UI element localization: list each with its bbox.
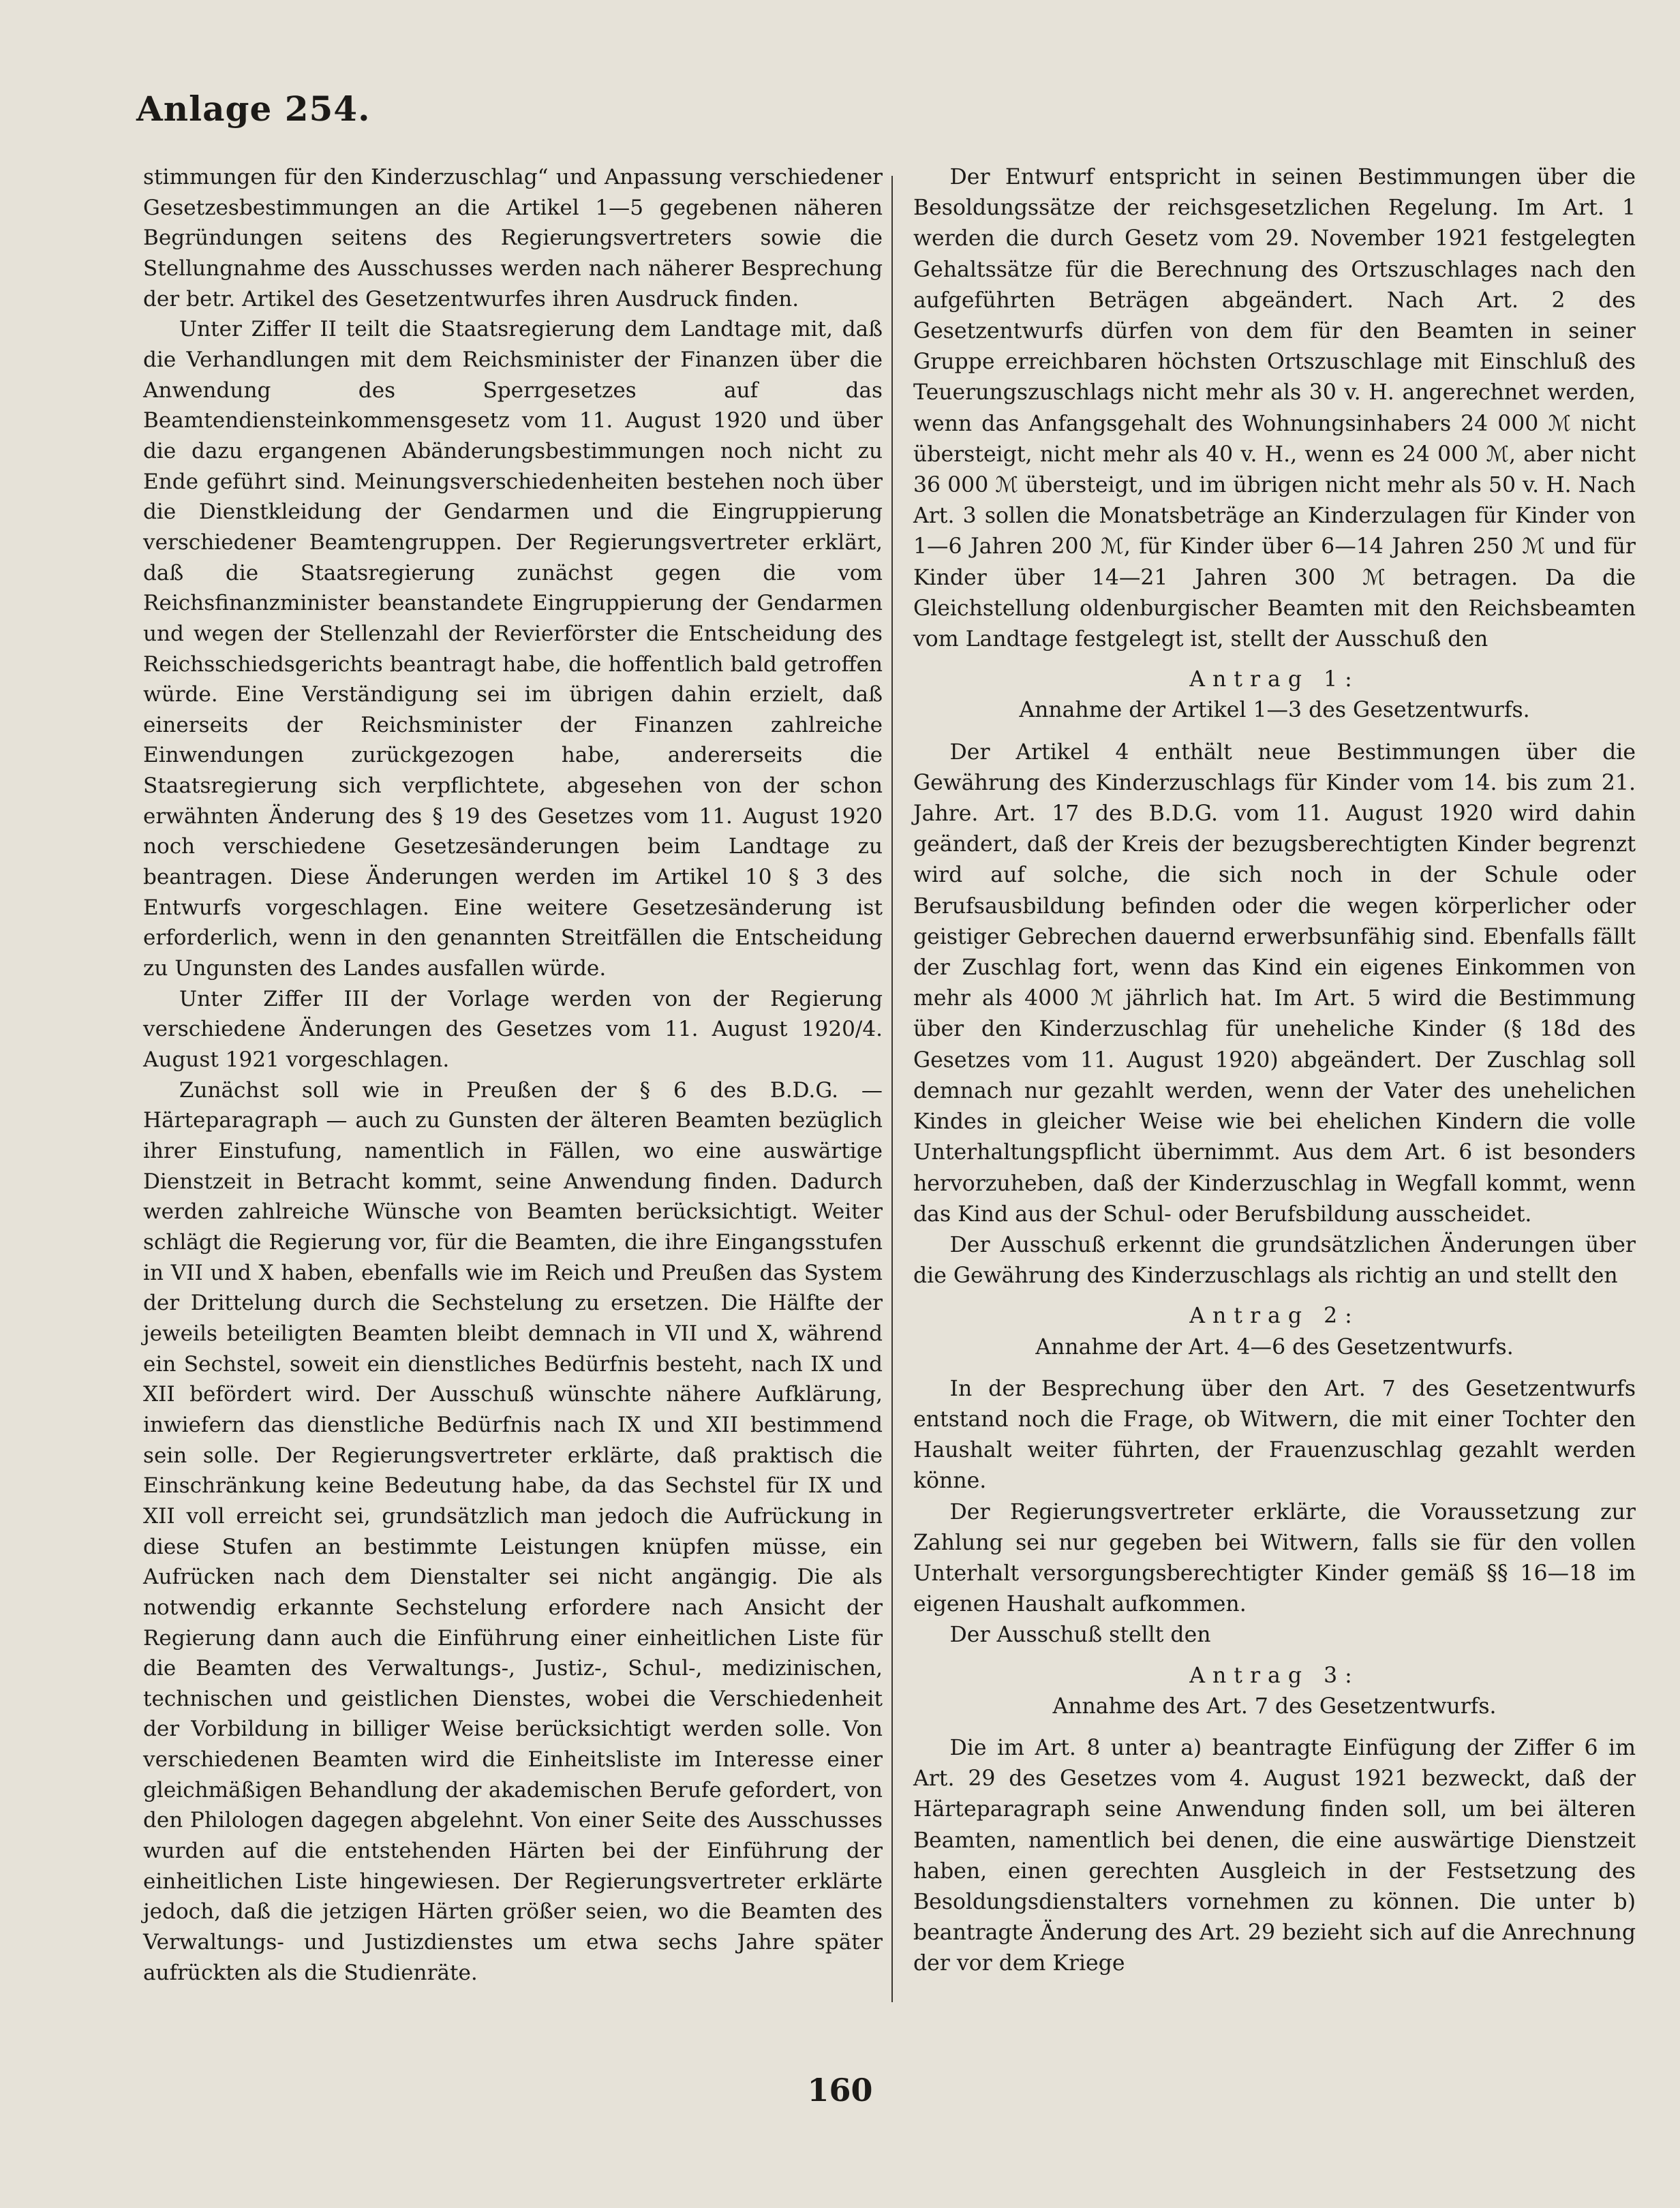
paragraph: Unter Ziffer III der Vorlage werden von der Regierung verschiedene Änderungen des Gesetzes vom 11. August 1920/4. August 1921 vorgeschlagen. (143, 986, 883, 1073)
right-column (913, 162, 1636, 1980)
motion-label: Antrag 1: (1189, 667, 1360, 692)
paragraph: Der Artikel 4 enthält neue Bestimmungen über die Gewährung des Kinderzuschlags für Kinder vom 14. bis zum 21. Jahre. Art. 17 des B.D.G. vom 11. August 1920 wird dahin geändert, daß der Kreis der bezugsberechtigten Kinder begrenzt wird auf solche, die sich noch in der Schule oder Berufsausbildung befinden oder die wegen körperlicher oder geistiger Gebrechen dauernd erwerbsunfähig sind. Ebenfalls fällt der Zuschlag fort, wenn das Kind ein eigenes Einkommen von mehr als 4000 ℳ jährlich hat. Im Art. 5 wird die Bestimmung über den Kinderzuschlag für uneheliche Kinder (§ 18d des Gesetzes vom 11. August 1920) abgeändert. Der Zuschlag soll demnach nur gezahlt werden, wenn der Vater des unehelichen Kindes in gleicher Weise wie bei ehelichen Kindern die volle Unterhaltungspflicht übernimmt. Aus dem Art. 6 ist besonders hervorzuheben, daß der Kinderzuschlag in Wegfall kommt, wenn das Kind aus der Schul- oder Berufsbildung ausscheidet. (913, 739, 1636, 1227)
paragraph: Unter Ziffer II teilt die Staatsregierung dem Landtage mit, daß die Verhandlungen mit dem Reichsminister der Finanzen über die Anwendung des Sperrgesetzes auf das Beamtendiensteinkommensgesetz vom 11. August 1920 und über die dazu ergangenen Abänderungsbestimmungen noch nicht zu Ende geführt sind. Meinungsverschiedenheiten bestehen noch über die Dienstkleidung der Gendarmen und die Eingruppierung verschiedener Beamtengruppen. Der Regierungsvertreter erklärt, daß die Staatsregierung zunächst gegen die vom Reichsfinanzminister beanstandete Eingruppierung der Gendarmen und wegen der Stellenzahl der Revierförster die Entscheidung des Reichsschiedsgerichts beantragt habe, die hoffentlich bald getroffen würde. Eine Verständigung sei im übrigen dahin erzielt, daß einerseits der Reichsminister der Finanzen zahlreiche Einwendungen zurückgezogen habe, andererseits die Staatsregierung sich verpflichtete, abgesehen von der schon erwähnten Änderung des § 19 des Gesetzes vom 11. August 1920 noch verschiedene Gesetzesänderungen beim Landtage zu beantragen. Diese Änderungen werden im Artikel 10 § 3 des Entwurfs vorgeschlagen. Eine weitere Gesetzesänderung ist erforderlich, wenn in den genannten Streitfällen die Entscheidung zu Ungunsten des Landes ausfallen würde. (143, 317, 883, 981)
page-header: Anlage 254. (136, 89, 371, 129)
paragraph: Der Regierungsvertreter erklärte, die Voraussetzung zur Zahlung sei nur gegeben bei Witwern, falls sie für den vollen Unterhalt versorgungsberechtigter Kinder gemäß §§ 16—18 im eigenen Haushalt aufkommen. (913, 1499, 1636, 1617)
motion-text: Annahme des Art. 7 des Gesetzentwurfs. (1052, 1693, 1497, 1719)
page-number: 160 (807, 2072, 873, 2109)
motion-label: Antrag 2: (1189, 1304, 1360, 1329)
paragraph: stimmungen für den Kinderzuschlag“ und Anpassung verschiedener Gesetzesbestimmungen an die Artikel 1—5 gegebenen näheren Begründungen seitens des Regierungsvertreters sowie die Stellungnahme des Ausschusses werden nach näherer Besprechung der betr. Artikel des Gesetzentwurfes ihren Ausdruck finden. (143, 165, 883, 311)
paragraph: Der Ausschuß erkennt die grundsätzlichen Änderungen über die Gewährung des Kinderzuschlags als richtig an und stellt den (913, 1232, 1636, 1289)
paragraph: In der Besprechung über den Art. 7 des Gesetzentwurfs entstand noch die Frage, ob Witwern, die mit einer Tochter den Haushalt weiter führten, der Frauenzuschlag gezahlt werden könne. (913, 1376, 1636, 1494)
paragraph: Der Ausschuß stellt den (949, 1623, 1211, 1648)
motion-text: Annahme der Artikel 1—3 des Gesetzentwurfs. (1019, 698, 1530, 723)
paragraph: Der Entwurf entspricht in seinen Bestimmungen über die Besoldungssätze der reichsgesetzlichen Regelung. Im Art. 1 werden die durch Gesetz vom 29. November 1921 festgelegten Gehaltssätze für die Berechnung des Ortszuschlages nach den aufgeführten Beträgen abgeändert. Nach Art. 2 des Gesetzentwurfs dürfen von dem für den Beamten in seiner Gruppe erreichbaren höchsten Ortszuschlage mit Einschluß des Teuerungszuschlags nicht mehr als 30 v. H. angerechnet werden, wenn das Anfangsgehalt des Wohnungsinhabers 24 000 ℳ nicht übersteigt, nicht mehr als 40 v. H., wenn es 24 000 ℳ, aber nicht 36 000 ℳ übersteigt, und im übrigen nicht mehr als 50 v. H. Nach Art. 3 sollen die Monatsbeträge an Kinderzulagen für Kinder von 1—6 Jahren 200 ℳ, für Kinder über 6—14 Jahren 250 ℳ und für Kinder über 14—21 Jahren 300 ℳ betragen. Da die Gleichstellung oldenburgischer Beamten mit den Reichsbeamten vom Landtage festgelegt ist, stellt der Ausschuß den (913, 165, 1636, 652)
paragraph: Die im Art. 8 unter a) beantragte Einfügung der Ziffer 6 im Art. 29 des Gesetzes vom 4. August 1921 bezweckt, daß der Härteparagraph seine Anwendung finden soll, um bei älteren Beamten, namentlich bei denen, die eine auswärtige Dienstzeit haben, einen gerechten Ausgleich in der Festsetzung des Besoldungsdienstalters vornehmen zu können. Die unter b) beantragte Änderung des Art. 29 bezieht sich auf die Anrechnung der vor dem Kriege (913, 1735, 1636, 1976)
left-column (143, 162, 883, 1988)
motion-text: Annahme der Art. 4—6 des Gesetzentwurfs. (1035, 1334, 1514, 1360)
paragraph: Zunächst soll wie in Preußen der § 6 des B.D.G. — Härteparagraph — auch zu Gunsten der älteren Beamten bezüglich ihrer Einstufung, namentlich in Fällen, wo eine auswärtige Dienstzeit in Betracht kommt, seine Anwendung finden. Dadurch werden zahlreiche Wünsche von Beamten berücksichtigt. Weiter schlägt die Regierung vor, für die Beamten, die ihre Eingangsstufen in VII und X haben, ebenfalls wie im Reich und Preußen das System der Drittelung durch die Sechstelung zu ersetzen. Die Hälfte der jeweils beteiligten Beamten bleibt demnach in VII und X, während ein Sechstel, soweit ein dienstliches Bedürfnis besteht, nach IX und XII befördert wird. Der Ausschuß wünschte nähere Aufklärung, inwiefern das dienstliche Bedürfnis nach IX und XII bestimmend sein solle. Der Regierungsvertreter erklärte, daß praktisch die Einschränkung keine Bedeutung habe, da das Sechstel für IX und XII voll erreicht sei, grundsätzlich man jedoch die Aufrückung in diese Stufen an bestimmte Leistungen knüpfen müsse, ein Aufrücken nach dem Dienstalter sei nicht angängig. Die als notwendig erkannte Sechstelung erfordere nach Ansicht der Regierung dann auch die Einführung einer einheitlichen Liste für die Beamten des Verwaltungs-, Justiz-, Schul-, medizinischen, technischen und geistlichen Dienstes, wobei die Verschiedenheit der Vorbildung in billiger Weise berücksichtigt werden solle. Von verschiedenen Beamten wird die Einheitsliste im Interesse einer gleichmäßigen Behandlung der akademischen Berufe gefordert, von den Philologen dagegen abgelehnt. Von einer Seite des Ausschusses wurden auf die entstehenden Härten bei der Einführung der einheitlichen Liste hingewiesen. Der Regierungsvertreter erklärte jedoch, daß die jetzigen Härten größer seien, wo die Beamten des Verwaltungs- und Justizdienstes um etwa sechs Jahre später aufrückten als die Studienräte. (143, 1077, 883, 1985)
column-divider (891, 176, 893, 2002)
motion-label: Antrag 3: (1189, 1663, 1360, 1688)
